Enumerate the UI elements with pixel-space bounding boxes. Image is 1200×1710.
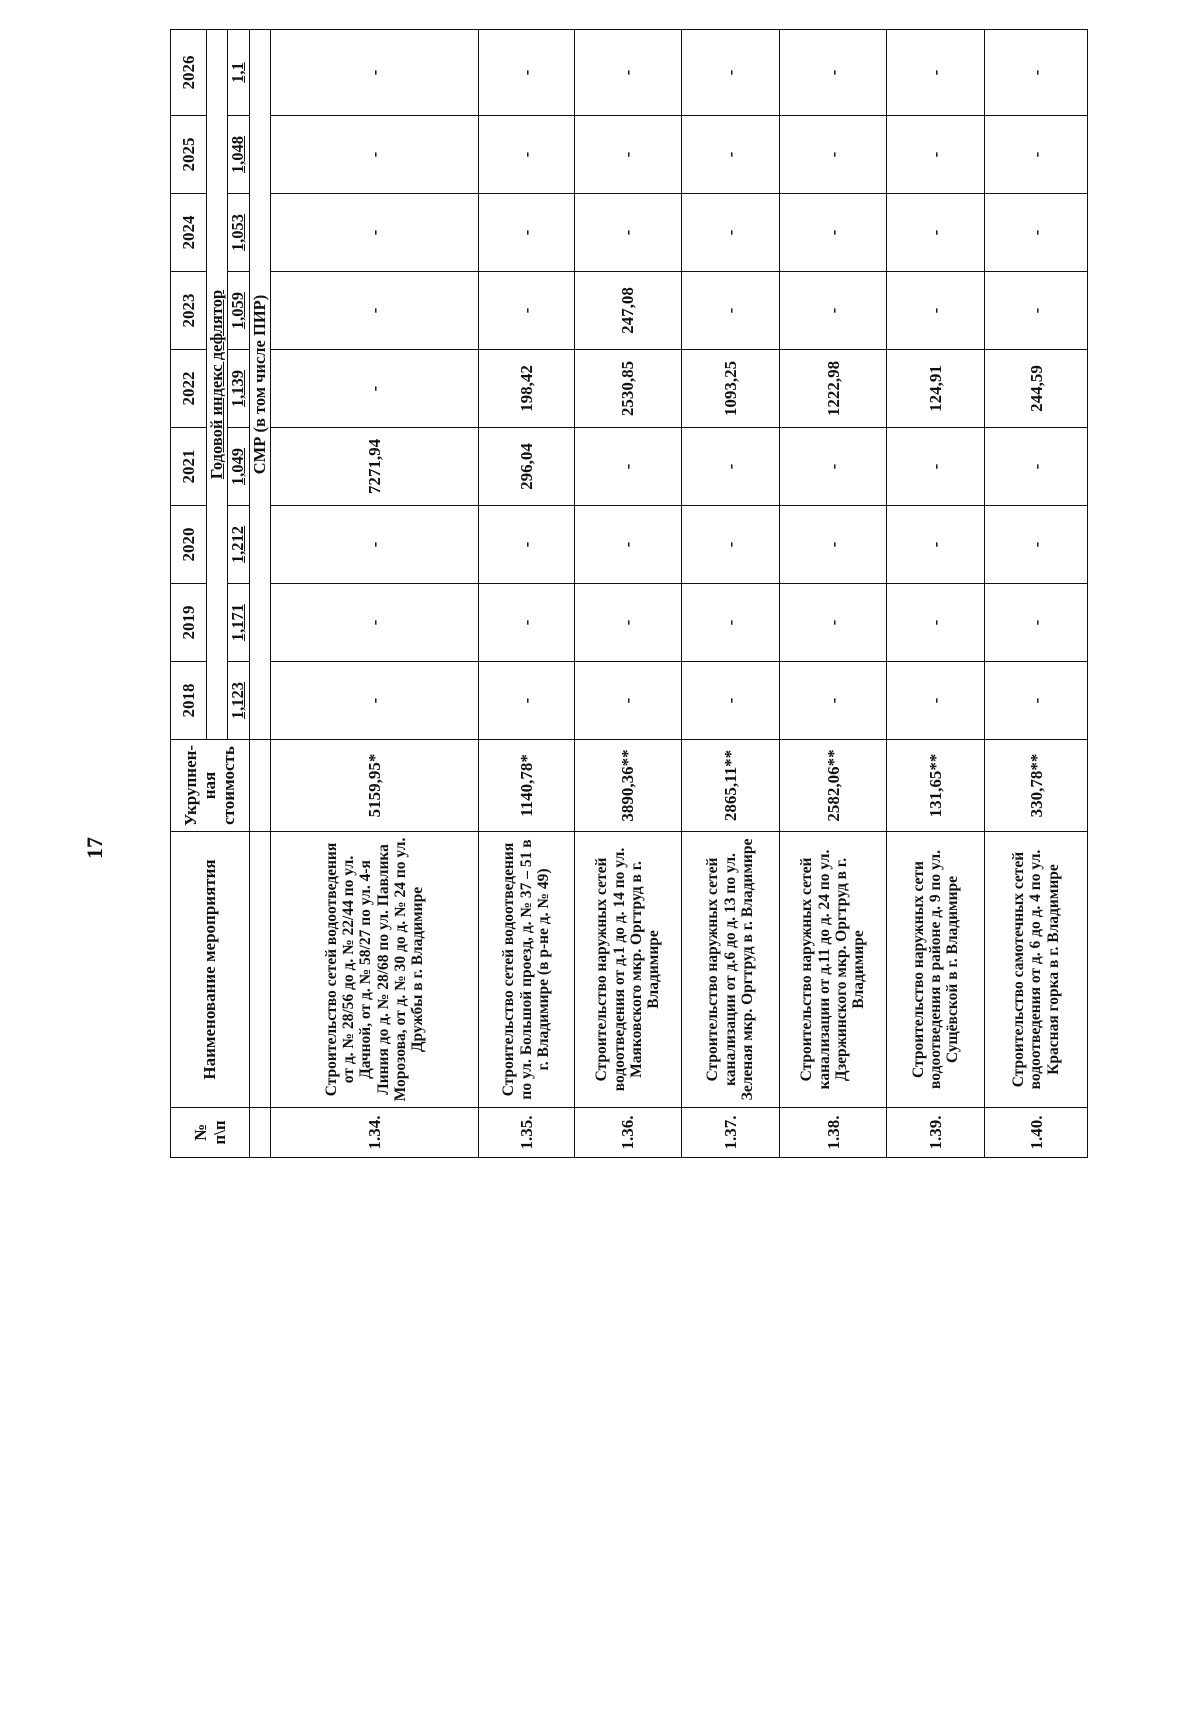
row-value: - [681, 584, 779, 662]
row-number: 1.38. [780, 1108, 887, 1158]
table-row [478, 30, 574, 1158]
row-value: - [681, 272, 779, 350]
row-value: - [985, 116, 1088, 194]
header-cost: Укрупнен-ная стоимость [171, 740, 250, 832]
row-value: - [780, 116, 887, 194]
header-year: 2024 [171, 194, 207, 272]
row-value: - [985, 506, 1088, 584]
row-value: - [478, 272, 574, 350]
row-value: - [887, 194, 985, 272]
band-blank [249, 832, 270, 1108]
row-value: - [271, 194, 478, 272]
row-value: - [780, 272, 887, 350]
header-year: 2021 [171, 428, 207, 506]
row-value: - [478, 662, 574, 740]
investment-table [170, 29, 1088, 1158]
row-value: - [574, 194, 681, 272]
row-value: - [681, 116, 779, 194]
row-value: - [271, 506, 478, 584]
row-value: 296,04 [478, 428, 574, 506]
row-value: - [985, 584, 1088, 662]
header-year: 2019 [171, 584, 207, 662]
table-row [271, 30, 478, 1158]
row-value: - [478, 506, 574, 584]
row-value: - [780, 428, 887, 506]
smr-label: СМР (в том числе ПИР) [249, 30, 270, 740]
deflator-label: Годовой индекс дефлятор [207, 30, 228, 740]
row-cost: 131,65** [887, 740, 985, 832]
row-value: - [478, 116, 574, 194]
page-number: 17 [82, 837, 107, 859]
row-value: - [681, 30, 779, 116]
row-value: - [271, 584, 478, 662]
row-value: - [887, 116, 985, 194]
row-value: - [574, 662, 681, 740]
row-name: Строительство наружных сети водоотведения в районе д. 9 по ул. Сущёвской в г. Владимире [887, 832, 985, 1108]
row-name: Строительство сетей водоотведения по ул. Большой проезд, д. № 37 – 51 в г. Владимире (в р-не д. № 49) [478, 832, 574, 1108]
table-row [985, 30, 1088, 1158]
row-cost: 5159,95* [271, 740, 478, 832]
header-year: 2018 [171, 662, 207, 740]
row-number: 1.40. [985, 1108, 1088, 1158]
row-value: - [574, 116, 681, 194]
row-value: - [887, 506, 985, 584]
row-value: - [271, 350, 478, 428]
row-value: - [887, 584, 985, 662]
deflator-value: 1,1 [228, 30, 249, 116]
row-value: 247,08 [574, 272, 681, 350]
row-value: 244,59 [985, 350, 1088, 428]
row-value: - [681, 662, 779, 740]
row-cost: 2865,11** [681, 740, 779, 832]
band-blank [249, 1108, 270, 1158]
row-value: - [887, 272, 985, 350]
row-value: - [681, 194, 779, 272]
header-year: 2022 [171, 350, 207, 428]
deflator-value: 1,139 [228, 350, 249, 428]
table-row [681, 30, 779, 1158]
row-name: Строительство наружных сетей канализации от д.6 до д. 13 по ул. Зеленая мкр. Оргтруд в г. Владимире [681, 832, 779, 1108]
row-value: 7271,94 [271, 428, 478, 506]
band-blank [249, 740, 270, 832]
row-value: - [478, 584, 574, 662]
table-header [171, 30, 271, 1158]
deflator-value: 1,123 [228, 662, 249, 740]
row-number: 1.39. [887, 1108, 985, 1158]
row-number: 1.37. [681, 1108, 779, 1158]
table-row [887, 30, 985, 1158]
row-name: Строительство самотечных сетей водоотведения от д. 6 до д. 4 по ул. Красная горка в г. Владимире [985, 832, 1088, 1108]
row-value: - [574, 506, 681, 584]
table-body [271, 30, 1088, 1158]
header-year: 2026 [171, 30, 207, 116]
row-name: Строительство сетей водоотведения от д. № 28/56 до д. № 22/44 по ул. Дачной, от д. № 58/27 по ул. 4-я Линия до д. № 28/68 по ул. Павлика Морозова, от д. № 30 до д. № 24 по ул. Дружбы в г. Владимире [271, 832, 478, 1108]
header-year: 2020 [171, 506, 207, 584]
row-value: - [780, 662, 887, 740]
deflator-value: 1,048 [228, 116, 249, 194]
row-value: - [985, 428, 1088, 506]
row-value: 198,42 [478, 350, 574, 428]
header-year: 2023 [171, 272, 207, 350]
row-cost: 330,78** [985, 740, 1088, 832]
row-value: - [478, 30, 574, 116]
row-value: - [478, 194, 574, 272]
header-no: № п\п [171, 1108, 250, 1158]
row-value: 124,91 [887, 350, 985, 428]
row-value: 1093,25 [681, 350, 779, 428]
row-value: - [271, 272, 478, 350]
row-value: - [574, 428, 681, 506]
row-value: - [780, 506, 887, 584]
row-cost: 3890,36** [574, 740, 681, 832]
row-value: - [271, 662, 478, 740]
row-value: 1222,98 [780, 350, 887, 428]
row-value: - [681, 506, 779, 584]
row-value: - [985, 272, 1088, 350]
row-value: - [887, 30, 985, 116]
row-value: - [887, 662, 985, 740]
deflator-value: 1,171 [228, 584, 249, 662]
row-value: - [985, 662, 1088, 740]
table-row [780, 30, 887, 1158]
row-number: 1.35. [478, 1108, 574, 1158]
row-name: Строительство наружных сетей канализации от д.11 до д. 24 по ул. Дзержинского мкр. Оргтруд в г. Владимире [780, 832, 887, 1108]
row-cost: 2582,06** [780, 740, 887, 832]
row-value: - [780, 584, 887, 662]
row-number: 1.36. [574, 1108, 681, 1158]
row-value: - [985, 30, 1088, 116]
deflator-value: 1,053 [228, 194, 249, 272]
row-value: - [574, 30, 681, 116]
header-year: 2025 [171, 116, 207, 194]
header-name: Наименование мероприятия [171, 832, 250, 1108]
row-value: - [574, 584, 681, 662]
row-value: - [271, 30, 478, 116]
deflator-value: 1,059 [228, 272, 249, 350]
row-value: - [780, 194, 887, 272]
row-value: - [271, 116, 478, 194]
table-row [574, 30, 681, 1158]
row-value: - [985, 194, 1088, 272]
row-value: - [887, 428, 985, 506]
rotated-table-container [170, 30, 1088, 1158]
row-value: 2530,85 [574, 350, 681, 428]
deflator-value: 1,212 [228, 506, 249, 584]
row-value: - [681, 428, 779, 506]
row-number: 1.34. [271, 1108, 478, 1158]
row-cost: 1140,78* [478, 740, 574, 832]
row-value: - [780, 30, 887, 116]
deflator-value: 1,049 [228, 428, 249, 506]
row-name: Строительство наружных сетей водоотведения от д.1 до д. 14 по ул. Маяковского мкр. Оргтруд в г. Владимире [574, 832, 681, 1108]
